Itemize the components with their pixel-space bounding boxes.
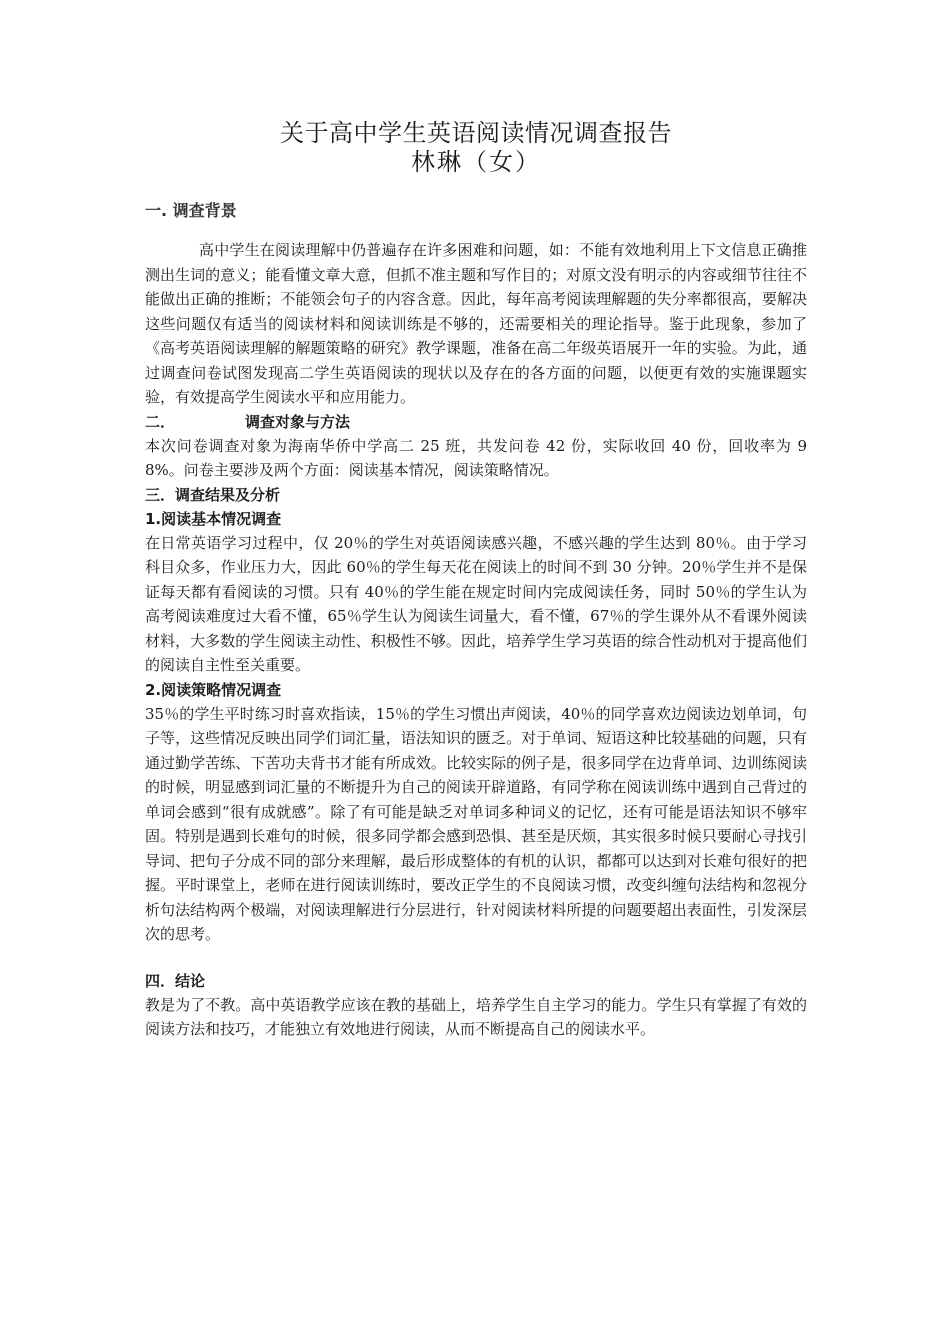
document-title: 关于高中学生英语阅读情况调查报告 <box>280 119 672 147</box>
subheading-basic-reading: 1.阅读基本情况调查 <box>145 509 282 528</box>
conclusion-paragraph: 教是为了不教。高中英语教学应该在教的基础上，培养学生自主学习的能力。学生只有掌握了有效的阅读方法和技巧，才能独立有效地进行阅读，从而不断提高自己的阅读水平。 <box>145 995 807 1038</box>
subheading-reading-strategy: 2.阅读策略情况调查 <box>145 680 282 699</box>
section-heading-subjects <box>145 410 807 434</box>
section-heading-background: 一. 调查背景 <box>145 201 237 220</box>
subjects-paragraph: 本次问卷调查对象为海南华侨中学高二 25 班，共发问卷 42 份，实际收回 40 份，回收率为 98%。问卷主要涉及两个方面：阅读基本情况，阅读策略情况。 <box>145 436 807 479</box>
background-paragraph: 高中学生在阅读理解中仍普遍存在许多困难和问题，如：不能有效地利用上下文信息正确推测出生词的意义；能看懂文章大意，但抓不准主题和写作目的；对原文没有明示的内容或细节往往不能做出正确的推断；不能领会句子的内容含意。因此，每年高考阅读理解题的失分率都很高，要解决这些问题仅有适当的阅读材料和阅读训练是不够的，还需要相关的理论指导。鉴于此现象，参加了《高考英语阅读理解的解题策略的研究》教学课题，准备在高二年级英语展开一年的实验。为此，通过调查问卷试图发现高二学生英语阅读的现状以及存在的各方面的问题，以便更有效的实施课题实验，有效提高学生阅读水平和应用能力。 <box>145 241 807 406</box>
section-heading-results: 三．调查结果及分析 <box>145 485 281 504</box>
section-number: 二． <box>145 412 176 431</box>
spacer <box>145 947 807 969</box>
document-author: 林琳（女） <box>411 148 541 176</box>
section-heading-conclusion: 四．结论 <box>145 971 206 990</box>
basic-reading-paragraph: 在日常英语学习过程中，仅 20％的学生对英语阅读感兴趣，不感兴趣的学生达到 80％。由于学习科目众多，作业压力大，因此 60％的学生每天花在阅读上的时间不到 30 分钟。20％学生并不是保证每天都有看阅读的习惯。只有 40％的学生能在规定时间内完成阅读任务，同时 50％的学生认为高考阅读难度过大看不懂，65％学生认为阅读生词量大，看不懂，67％的学生课外从不看课外阅读材料，大多数的学生阅读主动性、积极性不够。因此，培养学生学习英语的综合性动机对于提高他们的阅读自主性至关重要。 <box>145 533 807 674</box>
section-heading-text: 调查对象与方法 <box>245 412 351 431</box>
document-page <box>145 118 807 1042</box>
reading-strategy-paragraph: 35％的学生平时练习时喜欢指读，15％的学生习惯出声阅读，40％的同学喜欢边阅读边划单词，句子等，这些情况反映出同学们词汇量，语法知识的匮乏。对于单词、短语这种比较基础的问题，只有通过勤学苦练、下苦功夫背书才能有所成效。比较实际的例子是，很多同学在边背单词、边训练阅读的时候，明显感到词汇量的不断提升为自己的阅读开辟道路，有同学称在阅读训练中遇到自己背过的单词会感到“很有成就感”。除了有可能是缺乏对单词多种词义的记忆，还有可能是语法知识不够牢固。特别是遇到长难句的时候，很多同学都会感到恐惧、甚至是厌烦，其实很多时候只要耐心寻找引导词、把句子分成不同的部分来理解，最后形成整体的有机的认识，都都可以达到对长难句很好的把握。平时课堂上，老师在进行阅读训练时，要改正学生的不良阅读习惯，改变纠缠句法结构和忽视分析句法结构两个极端，对阅读理解进行分层进行，针对阅读材料所提的问题要超出表面性，引发深层次的思考。 <box>145 704 807 943</box>
